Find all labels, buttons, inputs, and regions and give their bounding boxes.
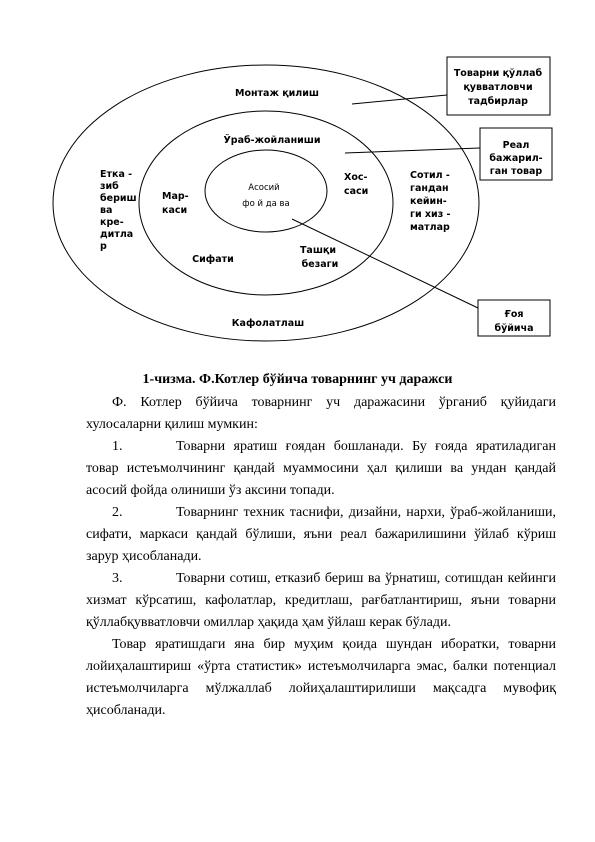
outer-right-line2: гандан bbox=[410, 183, 449, 194]
outer-left-line6: дитла bbox=[100, 229, 134, 240]
list-item-2 bbox=[86, 502, 556, 568]
middle-top-label: Ўраб-жойланиши bbox=[223, 135, 321, 146]
middle-left-line2: каси bbox=[162, 205, 188, 216]
middle-bottom-right-line1: Ташқи bbox=[299, 245, 337, 256]
list-number-2: 2. bbox=[112, 505, 123, 520]
list-item-3 bbox=[86, 568, 556, 634]
box1-line2: қувватловчи bbox=[463, 82, 533, 93]
paragraph-intro: Ф. Котлер бўйича товарнинг уч даражасини ўрганиб қуйидаги хулосаларни қилиш мумкин: bbox=[86, 395, 556, 432]
outer-left-line3: бериш bbox=[100, 193, 137, 204]
list-item-1 bbox=[86, 436, 556, 502]
middle-right-line1: Хос- bbox=[344, 172, 368, 183]
figure-caption: 1-чизма. Ф.Котлер бўйича товарнинг уч даражси bbox=[142, 372, 453, 387]
outer-top-label: Монтаж қилиш bbox=[234, 88, 320, 99]
middle-right-line2: саси bbox=[344, 186, 369, 197]
paragraph-final: Товар яратишдаги яна бир муҳим қоида шундан иборатки, товарни лойиҳалаштириш «ўрта статистик» истеъмолчиларга эмас, балки потенциал истеъмолчиларга мўлжаллаб лойиҳалаштирилиши мақсадга мувофиқ ҳисобланади. bbox=[86, 637, 556, 718]
outer-bottom-label: Кафолатлаш bbox=[231, 318, 305, 329]
outer-left-line1: Етка - bbox=[100, 169, 133, 180]
middle-bottom-left-label: Сифати bbox=[192, 254, 234, 265]
list-text-3: Товарни сотиш, етказиб бериш ва ўрнатиш, сотишдан кейинги хизмат кўрсатиш, кафолатлар, кредитлаш, рағбатлантириш, яъни товарни қўллабқувватловчи омиллар ҳақида ҳам ўйлаш керак бўлади. bbox=[86, 571, 556, 630]
box1-line1: Товарни қўллаб bbox=[453, 68, 543, 79]
box1-line3: тадбирлар bbox=[468, 96, 528, 107]
kotler-levels-diagram bbox=[0, 0, 595, 360]
inner-line1: Асосий bbox=[248, 183, 280, 193]
outer-right-line3: кейин- bbox=[410, 196, 447, 207]
list-number-3: 3. bbox=[112, 571, 123, 586]
outer-right-line1: Сотил - bbox=[410, 170, 450, 181]
box3-line2: бўйича bbox=[494, 323, 534, 334]
inner-line2: фо й да ва bbox=[242, 199, 290, 209]
box2-line2: бажарил- bbox=[489, 153, 543, 164]
outer-left-line7: р bbox=[100, 241, 107, 252]
outer-left-line5: кре- bbox=[100, 217, 124, 228]
box2-line3: ган товар bbox=[489, 166, 543, 177]
list-text-1: Товарни яратиш ғоядан бошланади. Бу ғояда яратиладиган товар истеъмолчининг қандай муаммосини ҳал қилиши ва ундан қандай асосий фойда олиниши ўз аксини топади. bbox=[86, 439, 556, 498]
box2-line1: Реал bbox=[502, 140, 530, 151]
body-text bbox=[86, 392, 556, 722]
outer-left-line2: зиб bbox=[100, 181, 119, 192]
connector-box1 bbox=[352, 95, 447, 104]
middle-bottom-right-line2: безаги bbox=[301, 259, 339, 270]
list-number-1: 1. bbox=[112, 439, 123, 454]
middle-left-line1: Мар- bbox=[162, 191, 189, 202]
connector-box2 bbox=[345, 148, 480, 153]
outer-right-line4: ги хиз - bbox=[410, 209, 451, 220]
list-text-2: Товарнинг техник таснифи, дизайни, нархи, ўраб-жойланиши, сифати, маркаси қандай бўлиши, яъни реал бажарилишини ўйлаб кўриш зарур ҳисобланади. bbox=[86, 505, 556, 564]
outer-left-line4: ва bbox=[100, 205, 113, 216]
outer-right-line5: матлар bbox=[410, 222, 450, 233]
box3-line1: Ғоя bbox=[504, 309, 524, 320]
